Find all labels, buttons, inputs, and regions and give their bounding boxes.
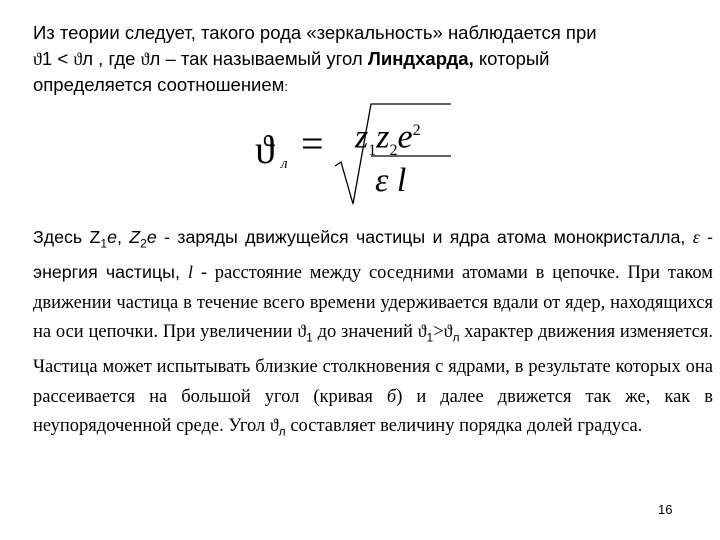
body-paragraph <box>33 223 713 446</box>
curve-b: б <box>386 386 397 407</box>
sub1: 1 <box>426 330 434 345</box>
e-italic: e <box>146 227 157 247</box>
theta-symbol: ϑ <box>33 49 42 69</box>
theta-symbol: ϑ <box>443 321 453 342</box>
theta-symbol: ϑ <box>297 321 307 342</box>
formula-numerator <box>355 114 421 168</box>
z1: z <box>355 118 369 156</box>
body-text-2: характер движения изменяется. Частица может испытывать близкие столкновения с ядрами, в результате которых она рассеивается на большой угол (кривая <box>33 322 714 407</box>
subscript-l: л <box>82 48 94 69</box>
sub-l: л <box>452 330 460 345</box>
to-values-text: до значений <box>312 322 418 343</box>
here-text: Здесь Z <box>33 227 101 247</box>
page-number: 16 <box>658 502 673 517</box>
formula-equals: = <box>301 121 324 166</box>
z2: z <box>376 118 390 156</box>
intro-line-3: определяется соотношением <box>33 74 285 95</box>
comma: , <box>116 227 130 247</box>
energy-text: - энергия частицы, <box>33 227 713 283</box>
sub1: 1 <box>100 236 108 251</box>
l-symbol: l <box>188 262 193 283</box>
theta-symbol: ϑ <box>417 321 427 342</box>
e: e <box>397 118 413 156</box>
epsilon-symbol: ε <box>692 227 700 247</box>
lindhard-formula <box>255 100 455 210</box>
body-text-1: - расстояние между соседними атомами в цепочке. При таком движении частица в течение всего времени удерживается вдали от ядер, находящихся на оси цепочки. При увеличении <box>33 263 713 343</box>
formula-theta-subscript: л <box>281 156 288 172</box>
sup2: 2 <box>412 122 421 139</box>
which-text: который <box>473 48 550 69</box>
z2-italic: Z <box>129 227 141 247</box>
sub1: 1 <box>306 330 313 345</box>
formula-theta: ϑ <box>255 127 275 172</box>
lindhard-name: Линдхарда, <box>367 48 474 69</box>
epsilon: ε <box>375 162 389 199</box>
sub1: 1 <box>368 142 377 160</box>
body-text-4: составляет величину порядка долей градуса. <box>285 416 643 437</box>
where-text: , где <box>93 48 141 69</box>
intro-paragraph <box>33 20 693 100</box>
theta-symbol: ϑ <box>269 415 279 436</box>
theta-symbol: ϑ <box>73 49 83 69</box>
so-called-text: – так называемый угол <box>160 48 368 69</box>
e-italic: e <box>107 227 117 247</box>
theta-symbol: ϑ <box>140 49 150 69</box>
subscript-l: л <box>149 48 161 69</box>
sub2: 2 <box>140 236 147 251</box>
less-than: < <box>52 48 74 69</box>
greater-than: > <box>433 322 444 343</box>
formula-denominator <box>375 164 406 198</box>
charges-text: - заряды движущейся частицы и ядра атома монокристалла, <box>156 227 693 247</box>
colon: : <box>284 79 289 94</box>
l: l <box>396 162 407 199</box>
intro-text: Из теории следует, такого рода «зеркальность» наблюдается при <box>33 22 597 43</box>
one: 1 <box>41 48 53 69</box>
body-text-3: ) и далее движется так же, как в неупорядоченной среде. Угол <box>33 386 714 437</box>
sub-l: л <box>278 424 286 439</box>
sub2: 2 <box>389 142 398 160</box>
